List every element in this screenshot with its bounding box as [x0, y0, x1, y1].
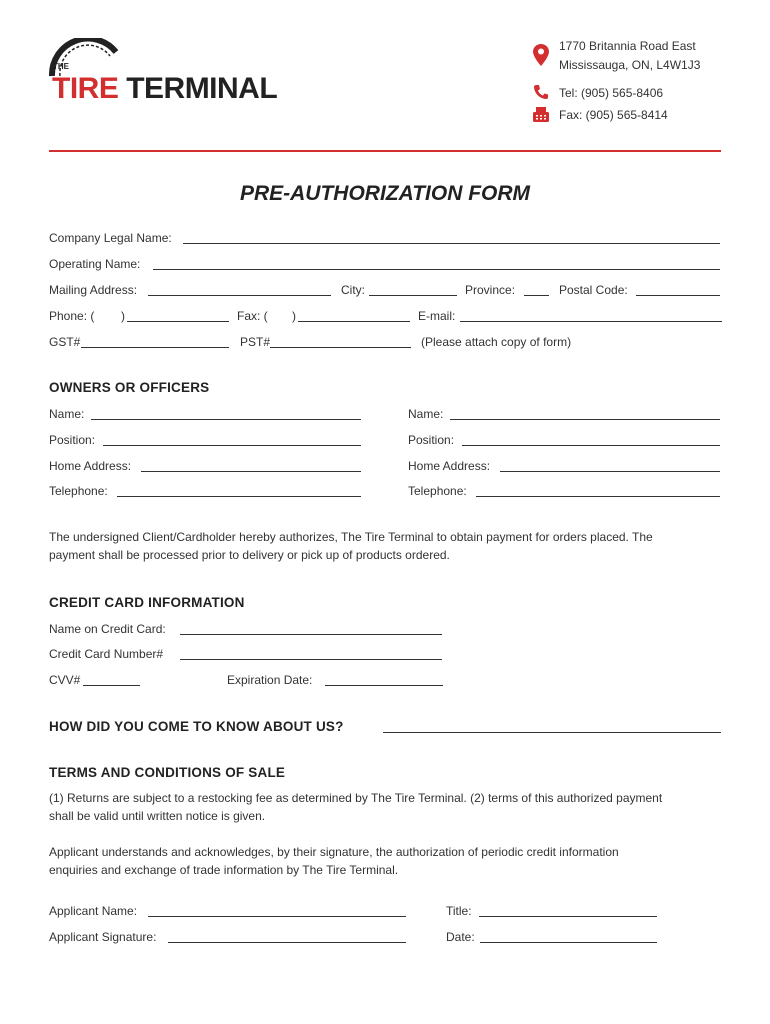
- owner2-telephone-label: Telephone:: [408, 484, 467, 498]
- owner2-home-address-field[interactable]: [500, 471, 720, 472]
- gst-label: GST#: [49, 335, 81, 349]
- expiration-label: Expiration Date:: [227, 673, 313, 687]
- terms-heading: TERMS AND CONDITIONS OF SALE: [49, 765, 286, 780]
- pst-label: PST#: [240, 335, 271, 349]
- address-line-1: 1770 Britannia Road East: [559, 39, 696, 53]
- authorization-line-1: The undersigned Client/Cardholder hereby authorizes, The Tire Terminal to obtain payment for orders placed. The: [49, 530, 653, 544]
- applicant-signature-field[interactable]: [168, 942, 406, 943]
- phone-field[interactable]: [127, 321, 229, 322]
- phone-close-paren: ): [121, 309, 125, 323]
- owner1-name-field[interactable]: [91, 419, 361, 420]
- owner1-home-address-label: Home Address:: [49, 459, 132, 473]
- fax-label: Fax: (: [237, 309, 268, 323]
- owners-heading: OWNERS OR OFFICERS: [49, 380, 210, 395]
- owner1-position-label: Position:: [49, 433, 96, 447]
- owner1-telephone-field[interactable]: [117, 496, 361, 497]
- operating-name-label: Operating Name:: [49, 257, 141, 271]
- owner2-name-label: Name:: [408, 407, 444, 421]
- province-field[interactable]: [524, 295, 549, 296]
- owner2-position-field[interactable]: [462, 445, 720, 446]
- attach-note: (Please attach copy of form): [421, 335, 572, 349]
- name-on-card-label: Name on Credit Card:: [49, 622, 166, 636]
- tel-number: Tel: (905) 565-8406: [559, 86, 664, 100]
- fax-close-paren: ): [292, 309, 296, 323]
- address-line-2: Mississauga, ON, L4W1J3: [559, 58, 701, 72]
- gst-field[interactable]: [81, 347, 229, 348]
- email-label: E-mail:: [418, 309, 456, 323]
- date-label: Date:: [446, 930, 475, 944]
- date-field[interactable]: [480, 942, 657, 943]
- mailing-address-field[interactable]: [148, 295, 331, 296]
- logo-terminal: TERMINAL: [126, 72, 278, 105]
- phone-label: Phone: (: [49, 309, 95, 323]
- header-divider: [49, 150, 721, 152]
- email-field[interactable]: [460, 321, 722, 322]
- fax-field[interactable]: [298, 321, 410, 322]
- owner1-name-label: Name:: [49, 407, 85, 421]
- logo-tire: TIRE: [52, 72, 119, 105]
- referral-field[interactable]: [383, 732, 721, 733]
- province-label: Province:: [465, 283, 516, 297]
- cvv-field[interactable]: [83, 685, 140, 686]
- postal-code-field[interactable]: [636, 295, 720, 296]
- title-label: Title:: [446, 904, 472, 918]
- applicant-name-label: Applicant Name:: [49, 904, 138, 918]
- fax-icon: [533, 107, 549, 122]
- applicant-name-field[interactable]: [148, 916, 406, 917]
- card-number-field[interactable]: [180, 659, 442, 660]
- postal-code-label: Postal Code:: [559, 283, 628, 297]
- logo-the: THE: [53, 62, 69, 71]
- city-field[interactable]: [369, 295, 457, 296]
- logo-wordmark: [52, 72, 277, 106]
- name-on-card-field[interactable]: [180, 634, 442, 635]
- owner2-home-address-label: Home Address:: [408, 459, 491, 473]
- fax-number: Fax: (905) 565-8414: [559, 108, 668, 122]
- credit-card-heading: CREDIT CARD INFORMATION: [49, 595, 245, 610]
- terms-paragraph-2: [49, 843, 619, 879]
- phone-icon: [533, 84, 549, 100]
- authorization-line-2: payment shall be processed prior to delivery or pick up of products ordered.: [49, 548, 450, 562]
- owner1-position-field[interactable]: [103, 445, 361, 446]
- title-field[interactable]: [479, 916, 657, 917]
- owner1-telephone-label: Telephone:: [49, 484, 108, 498]
- company-legal-name-field[interactable]: [183, 243, 720, 244]
- authorization-paragraph: [49, 528, 653, 564]
- card-number-label: Credit Card Number#: [49, 647, 164, 661]
- mailing-address-label: Mailing Address:: [49, 283, 138, 297]
- map-pin-icon: [533, 44, 549, 66]
- operating-name-field[interactable]: [153, 269, 720, 270]
- owner2-position-label: Position:: [408, 433, 455, 447]
- pst-field[interactable]: [270, 347, 411, 348]
- terms-p1-line-2: shall be valid until written notice is given.: [49, 809, 266, 823]
- terms-p2-line-2: enquiries and exchange of trade information by The Tire Terminal.: [49, 863, 399, 877]
- owner2-name-field[interactable]: [450, 419, 720, 420]
- terms-p1-line-1: (1) Returns are subject to a restocking fee as determined by The Tire Terminal. (2) terms of this authorized payment: [49, 791, 663, 805]
- applicant-signature-label: Applicant Signature:: [49, 930, 157, 944]
- expiration-field[interactable]: [325, 685, 443, 686]
- terms-p2-line-1: Applicant understands and acknowledges, by their signature, the authorization of periodic credit information: [49, 845, 619, 859]
- city-label: City:: [341, 283, 365, 297]
- terms-paragraph-1: [49, 789, 662, 825]
- referral-heading: HOW DID YOU COME TO KNOW ABOUT US?: [49, 719, 344, 734]
- owner2-telephone-field[interactable]: [476, 496, 720, 497]
- company-legal-name-label: Company Legal Name:: [49, 231, 172, 245]
- cvv-label: CVV#: [49, 673, 81, 687]
- owner1-home-address-field[interactable]: [141, 471, 361, 472]
- page-title: PRE-AUTHORIZATION FORM: [239, 182, 531, 205]
